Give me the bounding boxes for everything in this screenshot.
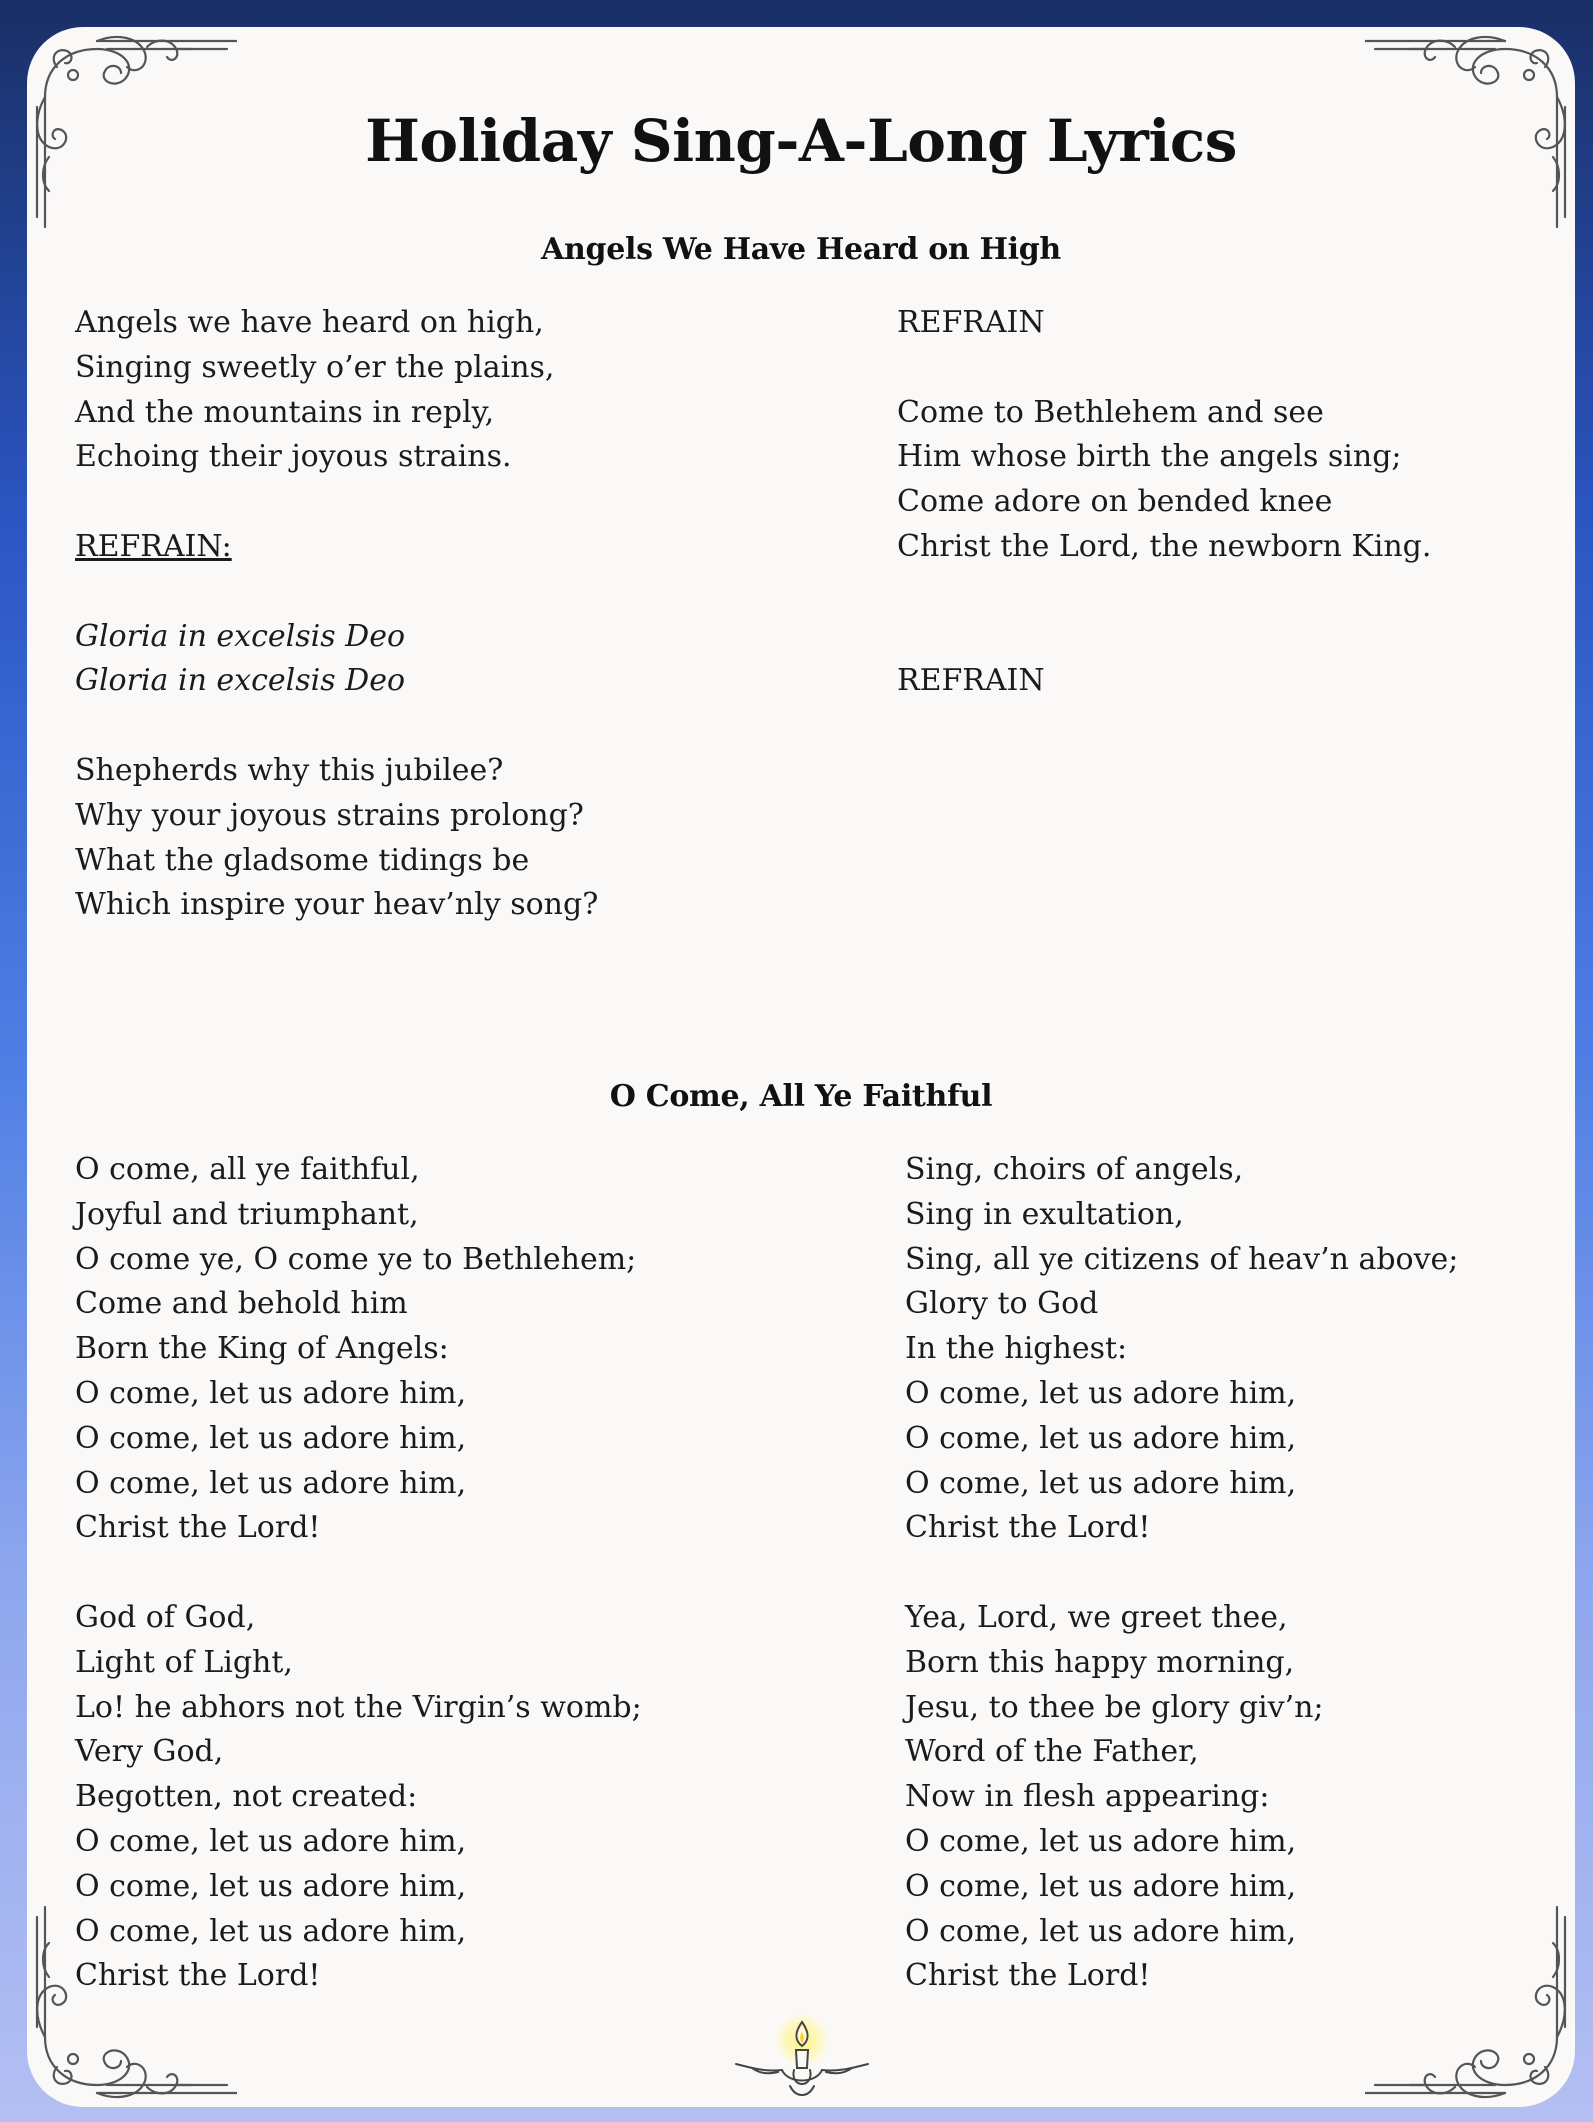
lyric-line: Shepherds why this jubilee? [75,752,504,788]
lyric-line: In the highest: [905,1331,1128,1367]
lyric-line: Which inspire your heav’nly song? [75,887,599,923]
lyric-line: And the mountains in reply, [75,394,495,430]
lyric-line: O come, let us adore him, [75,1420,467,1456]
lyric-line [897,346,1537,391]
lyric-line: Angels we have heard on high, [75,305,544,340]
song-title-o-come: O Come, All Ye Faithful [609,1079,993,1114]
lyric-line: Christ the Lord! [905,1510,1151,1546]
lyric-line: Now in flesh appearing: [905,1779,1270,1815]
lyric-line: Born the King of Angels: [75,1331,449,1367]
lyric-line: O come, let us adore him, [905,1823,1297,1859]
lyric-line [897,570,1537,615]
lyric-line: Come adore on bended knee [897,484,1333,520]
lyric-line: Christ the Lord, the newborn King. [897,528,1432,564]
lyric-line [905,1551,1565,1596]
lyric-line: O come, let us adore him, [75,1913,467,1949]
lyric-line [75,704,775,749]
lyric-line [75,570,775,615]
lyric-line: O come, let us adore him, [75,1823,467,1859]
lyric-line: Him whose birth the angels sing; [897,439,1402,475]
candle-icon [732,2012,872,2107]
lyric-line: REFRAIN [897,663,1045,699]
song-o-come-left-column [75,1148,835,1999]
song-angels-right-column [897,301,1537,704]
lyric-line: O come, let us adore him, [905,1868,1297,1904]
refrain-label: REFRAIN: [75,528,232,564]
lyric-line [897,615,1537,660]
lyric-line: Christ the Lord! [75,1510,321,1546]
lyric-line [75,1551,835,1596]
lyric-line: Light of Light, [75,1644,293,1680]
lyric-line: Echoing their joyous strains. [75,439,512,475]
lyric-line: REFRAIN [897,305,1045,340]
lyric-line: Christ the Lord! [905,1958,1151,1994]
lyric-line: God of God, [75,1599,256,1635]
lyrics-page [27,27,1575,2107]
lyric-line [75,480,775,525]
lyric-line: Jesu, to thee be glory giv’n; [905,1689,1324,1725]
page-title: Holiday Sing-A-Long Lyrics [365,107,1237,175]
lyric-line: O come, all ye faithful, [75,1152,420,1187]
song-angels-left-column [75,301,775,928]
lyric-line: Gloria in excelsis Deo [75,663,406,699]
lyric-line: Lo! he abhors not the Virgin’s womb; [75,1689,642,1725]
lyric-line: Born this happy morning, [905,1644,1295,1680]
song-title-angels: Angels We Have Heard on High [541,232,1061,267]
lyric-line: Very God, [75,1734,224,1770]
lyric-line: O come, let us adore him, [75,1868,467,1904]
lyric-line: Sing, choirs of angels, [905,1152,1244,1187]
lyric-line: Gloria in excelsis Deo [75,618,406,654]
lyric-line: Come to Bethlehem and see [897,394,1324,430]
lyric-line: Sing in exultation, [905,1196,1184,1232]
lyric-line: What the gladsome tidings be [75,842,530,878]
lyric-line: Why your joyous strains prolong? [75,797,584,833]
lyric-line: O come ye, O come ye to Bethlehem; [75,1241,637,1277]
lyric-line: O come, let us adore him, [905,1420,1297,1456]
lyric-line: Word of the Father, [905,1734,1199,1770]
lyric-line: O come, let us adore him, [905,1375,1297,1411]
lyric-line: Sing, all ye citizens of heav’n above; [905,1241,1459,1277]
lyric-line: Come and behold him [75,1286,408,1322]
lyric-line: O come, let us adore him, [905,1465,1297,1501]
lyric-line: O come, let us adore him, [75,1375,467,1411]
song-o-come-right-column [905,1148,1565,1999]
lyric-line: O come, let us adore him, [75,1465,467,1501]
lyric-line: Christ the Lord! [75,1958,321,1994]
lyric-line: Joyful and triumphant, [75,1196,419,1232]
lyric-line: Yea, Lord, we greet thee, [905,1599,1288,1635]
lyric-line: Begotten, not created: [75,1779,418,1815]
lyric-line: Glory to God [905,1286,1099,1322]
lyric-line: O come, let us adore him, [905,1913,1297,1949]
lyric-line: Singing sweetly o’er the plains, [75,349,555,385]
